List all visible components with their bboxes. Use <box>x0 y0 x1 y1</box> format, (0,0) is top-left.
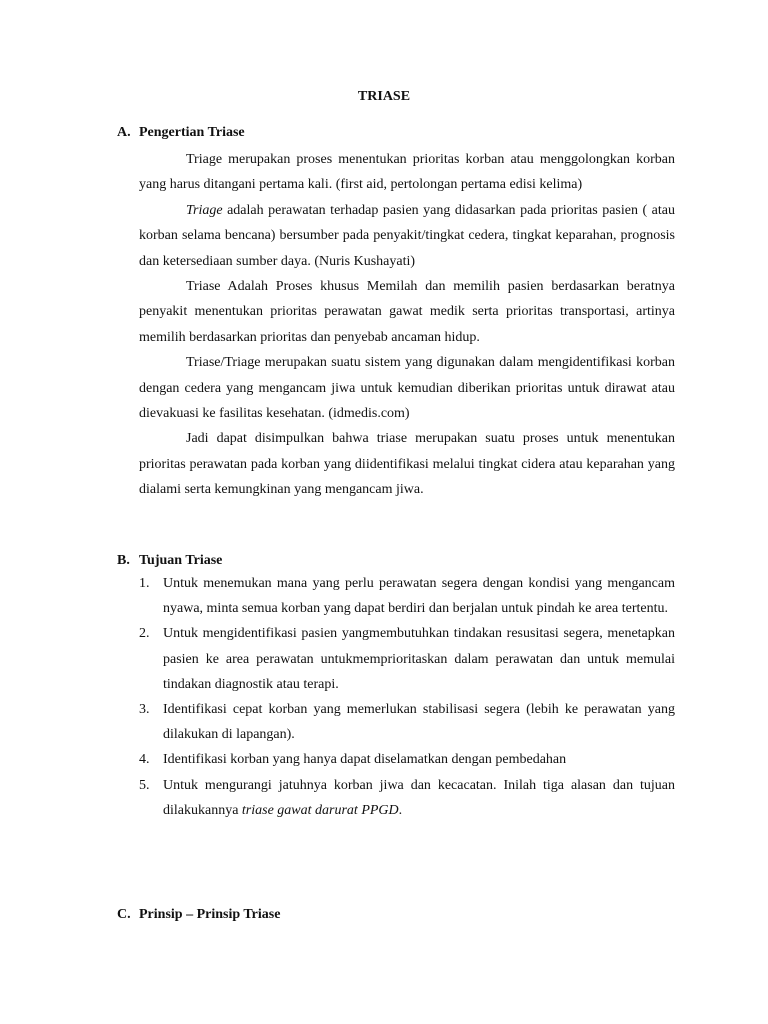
list-item-number: 5. <box>139 777 150 793</box>
section-a-title: Pengertian Triase <box>139 125 245 140</box>
paragraph-text: Jadi dapat disimpulkan bahwa triase merupakan suatu proses untuk menentukan prioritas perawatan pada korban yang diidentifikasi melalui tingkat cidera atau keparahan yang dialami serta kemungkinan yang mengancam jiwa. <box>139 431 675 498</box>
list-item-end: . <box>398 802 403 818</box>
paragraph-italic-lead: Triage <box>186 202 223 218</box>
list-item-text: Untuk mengidentifikasi pasien yangmembutuhkan tindakan resusitasi segera, menetapkan pasien ke area perawatan untukmemprioritaskan dalam perawatan dan untuk memulai tindakan diagnostik atau terapi. <box>163 626 675 692</box>
list-item <box>139 571 675 621</box>
paragraph-text: Triase/Triage merupakan suatu sistem yang digunakan dalam mengidentifikasi korban dengan cedera yang mengancam jiwa untuk kemudian diberikan prioritas untuk dirawat atau dievakuasi ke fasilitas kesehatan. (idmedis.com) <box>139 355 675 422</box>
section-a-body <box>139 147 675 503</box>
section-a-letter: A. <box>117 125 131 140</box>
list-item-number: 3. <box>139 702 150 718</box>
list-item <box>139 697 675 747</box>
list-item-text: Identifikasi cepat korban yang memerlukan stabilisasi segera (lebih ke perawatan yang dilakukan di lapangan). <box>163 702 675 743</box>
list-item <box>139 773 675 823</box>
list-item-text: Untuk menemukan mana yang perlu perawatan segera dengan kondisi yang mengancam nyawa, minta semua korban yang dapat berdiri dan berjalan untuk pindah ke area tertentu. <box>163 576 675 617</box>
paragraph <box>139 426 675 502</box>
paragraph-text: Triase Adalah Proses khusus Memilah dan memilih pasien berdasarkan beratnya penyakit menentukan prioritas perawatan gawat medik serta prioritas transportasi, artinya memilih berdasarkan prioritas dan penyebab ancaman hidup. <box>139 279 675 345</box>
list-item <box>139 621 675 697</box>
section-b-title: Tujuan Triase <box>139 553 223 568</box>
section-b-heading <box>117 552 222 570</box>
list-item-italic: triase gawat darurat PPGD <box>241 802 399 818</box>
paragraph <box>139 147 675 198</box>
list-item-number: 1. <box>139 576 150 591</box>
paragraph <box>139 198 675 274</box>
list-item <box>139 747 675 772</box>
section-a-heading <box>117 124 245 142</box>
section-c-letter: C. <box>117 907 131 922</box>
section-c-heading <box>117 906 280 924</box>
paragraph <box>139 274 675 350</box>
list-item-text: Untuk mengurangi jatuhnya korban jiwa dan kecacatan. Inilah tiga alasan dan tujuan dilakukannya <box>163 777 675 818</box>
section-c-title: Prinsip – Prinsip Triase <box>139 907 281 922</box>
paragraph <box>139 350 675 426</box>
paragraph-text: Triage merupakan proses menentukan prioritas korban atau menggolongkan korban yang harus ditangani pertama kali. (first aid, pertolongan pertama edisi kelima) <box>139 152 675 193</box>
tujuan-list <box>139 571 675 823</box>
paragraph-text: adalah perawatan terhadap pasien yang didasarkan pada prioritas pasien ( atau korban selama bencana) bersumber pada penyakit/tingkat cedera, tingkat keparahan, prognosis dan ketersediaan sumber daya. (Nuris Kushayati) <box>139 202 675 269</box>
section-b-letter: B. <box>117 553 130 568</box>
document-title: TRIASE <box>357 89 411 104</box>
list-item-number: 2. <box>139 626 150 642</box>
list-item-number: 4. <box>139 752 150 768</box>
list-item-text: Identifikasi korban yang hanya dapat diselamatkan dengan pembedahan <box>163 752 567 768</box>
